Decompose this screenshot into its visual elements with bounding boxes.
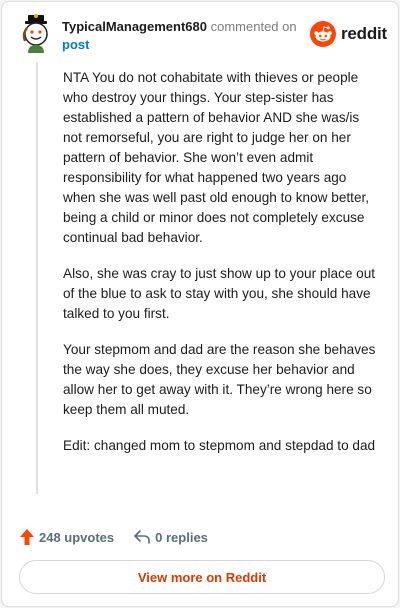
replies-button[interactable] xyxy=(134,530,208,545)
thread-line[interactable] xyxy=(36,62,38,494)
reddit-wordmark: reddit xyxy=(340,24,387,43)
comment-paragraph: Also, she was cray to just show up to your place out of the blue to ask to stay with you, she should have talked to you first. xyxy=(63,266,376,321)
post-link[interactable]: post xyxy=(62,37,90,52)
reddit-logo-icon xyxy=(310,21,336,47)
reply-icon xyxy=(134,530,150,544)
replies-count: 0 replies xyxy=(155,529,208,545)
comment-paragraph: Your stepmom and dad are the reason she behaves the way she does, they excuse her behavior and allow her to get away with it. They’re wrong here so keep them all muted. xyxy=(63,342,376,417)
reddit-brand[interactable] xyxy=(310,21,387,47)
comment-body xyxy=(63,68,381,472)
comment-actions xyxy=(20,526,208,548)
author-name[interactable]: TypicalManagement680 xyxy=(62,19,207,34)
embed-card xyxy=(1,1,399,607)
upvote-icon xyxy=(20,529,34,545)
upvote-button[interactable] xyxy=(20,529,114,545)
comment-header xyxy=(19,14,389,56)
author-line xyxy=(62,18,297,35)
comment-paragraph: NTA You do not cohabitate with thieves or people who destroy your things. Your step-sister has established a pattern of behavior AND she was/is not remorseful, you are right to judge her on her pattern of behavior. She won’t even admit responsibility for what happened two years ago when she was well past old enough to know better, being a child or minor does not completely excuse continual bad behavior. xyxy=(63,70,370,245)
avatar-icon[interactable] xyxy=(19,14,53,54)
commented-on-text: commented on xyxy=(210,19,297,34)
comment-paragraph: Edit: changed mom to stepmom and stepdad to dad xyxy=(63,438,376,453)
view-more-button[interactable]: View more on Reddit xyxy=(19,560,385,594)
upvote-count: 248 upvotes xyxy=(39,529,115,545)
